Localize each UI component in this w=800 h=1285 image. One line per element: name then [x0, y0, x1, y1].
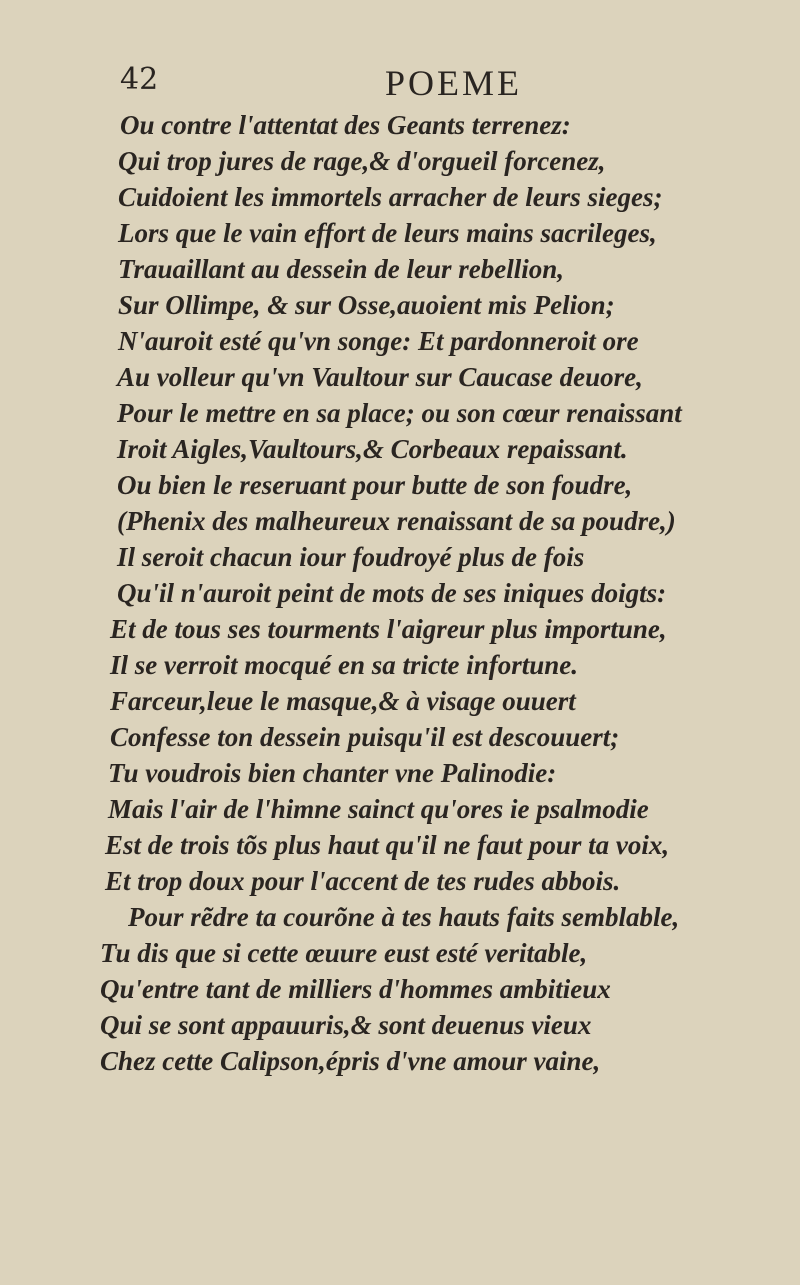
poem-line: Au volleur qu'vn Vaultour sur Caucase deuore,: [117, 362, 643, 392]
poem-line: Trauaillant au dessein de leur rebellion,: [118, 254, 565, 284]
poem-line: Cuidoient les immortels arracher de leurs sieges;: [118, 182, 663, 212]
poem-line: Iroit Aigles,Vaultours,& Corbeaux repaissant.: [117, 434, 628, 464]
poem-line: Pour rẽdre ta courõne à tes hauts faits semblable,: [128, 902, 680, 932]
poem-line: Qu'entre tant de milliers d'hommes ambitieux: [100, 974, 611, 1004]
poem-line: Tu voudrois bien chanter vne Palinodie:: [108, 758, 557, 788]
poem-line: (Phenix des malheureux renaissant de sa poudre,): [117, 506, 676, 536]
poem-line: Pour le mettre en sa place; ou son cœur renaissant: [117, 398, 682, 428]
poem-line: Confesse ton dessein puisqu'il est descouuert;: [110, 722, 620, 752]
poem-line: Et de tous ses tourments l'aigreur plus importune,: [110, 614, 667, 644]
poem-line: N'auroit esté qu'vn songe: Et pardonneroit ore: [118, 326, 639, 356]
poem-line: Il seroit chacun iour foudroyé plus de fois: [117, 542, 585, 572]
poem-line: Ou contre l'attentat des Geants terrenez:: [120, 110, 571, 140]
poem-line: Qu'il n'auroit peint de mots de ses iniques doigts:: [117, 578, 667, 608]
poem-line: Et trop doux pour l'accent de tes rudes abbois.: [105, 866, 621, 896]
poem-line: Chez cette Calipson,épris d'vne amour vaine,: [100, 1046, 601, 1076]
poem-line: Il se verroit mocqué en sa tricte infortune.: [110, 650, 578, 680]
poem-line: Farceur,leue le masque,& à visage ouuert: [110, 686, 576, 716]
page-number: 42: [120, 62, 159, 97]
poem-line: Lors que le vain effort de leurs mains sacrileges,: [118, 218, 657, 248]
poem-line: Mais l'air de l'himne sainct qu'ores ie psalmodie: [108, 794, 649, 824]
page-header: [120, 62, 680, 102]
poem-line: Ou bien le reseruant pour butte de son foudre,: [117, 470, 633, 500]
poem-line: Qui se sont appauuris,& sont deuenus vieux: [100, 1010, 592, 1040]
poem-line: Tu dis que si cette œuure eust esté veritable,: [100, 938, 588, 968]
poem-line: Sur Ollimpe, & sur Osse,auoient mis Pelion;: [118, 290, 615, 320]
running-head: POEME: [385, 63, 523, 103]
poem-line: Qui trop jures de rage,& d'orgueil forcenez,: [118, 146, 606, 176]
poem-line: Est de trois tõs plus haut qu'il ne faut pour ta voix,: [105, 830, 670, 860]
